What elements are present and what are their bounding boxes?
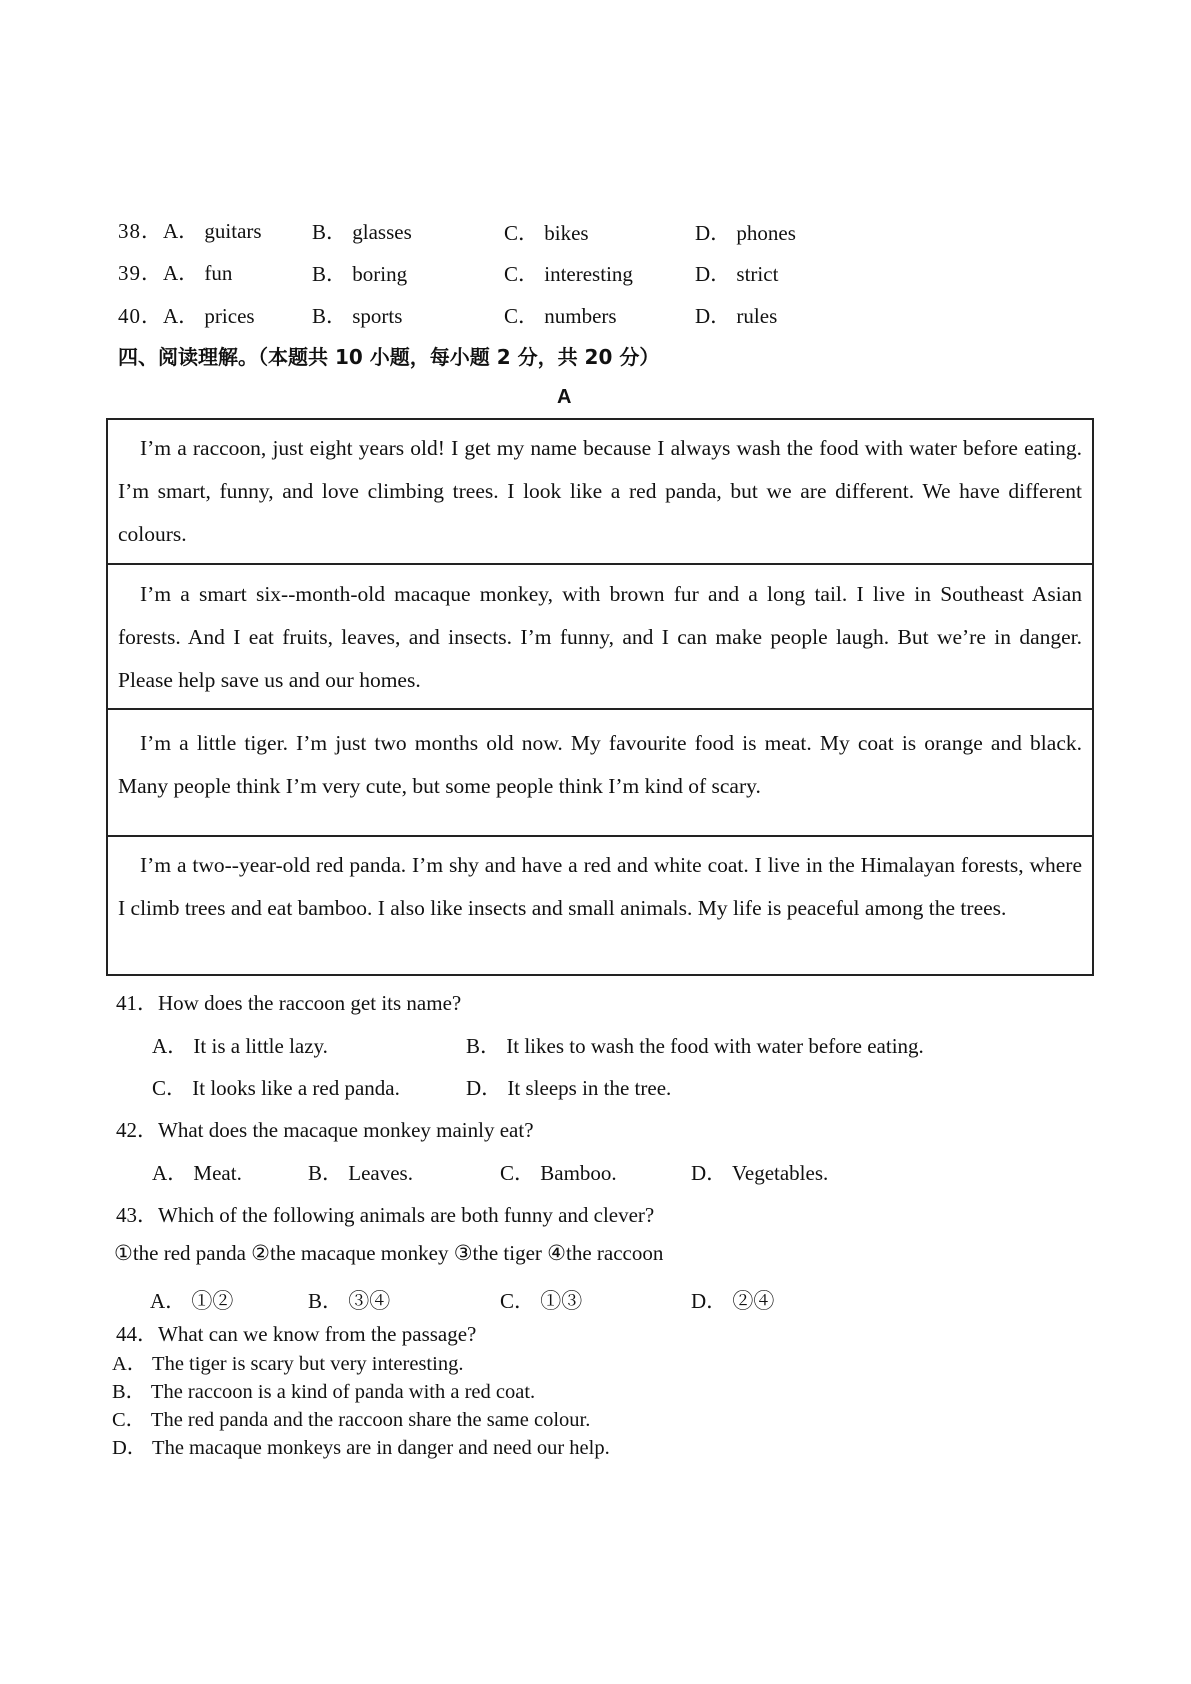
- question-number: 39．: [118, 261, 163, 285]
- passage-raccoon: [108, 420, 1092, 563]
- option-c: C． Bamboo.: [500, 1161, 617, 1185]
- section-heading: 四、阅读理解。（本题共 10 小题，每小题 2 分，共 20 分）: [118, 345, 660, 369]
- option-b: B． The raccoon is a kind of panda with a red coat.: [112, 1381, 536, 1403]
- option-c: C． numbers: [504, 304, 617, 328]
- option-a: A． fun: [163, 261, 233, 285]
- option-a: A． ①②: [150, 1289, 234, 1313]
- option-d: D． rules: [695, 304, 778, 328]
- option-d: D． The macaque monkeys are in danger and need our help.: [112, 1437, 610, 1459]
- passage-text: I’m a raccoon, just eight years old! I get my name because I always wash the food with water before eating. I’m smart, funny, and love climbing trees. I look like a red panda, but we are different. We have different colours.: [118, 436, 1082, 546]
- option-c: C． ①③: [500, 1289, 583, 1313]
- option-a: A． The tiger is scary but very interesting.: [112, 1353, 464, 1375]
- option-a: A． Meat.: [152, 1161, 242, 1185]
- passage-red-panda: [108, 835, 1092, 978]
- option-d: D． It sleeps in the tree.: [466, 1076, 672, 1100]
- option-a: A． guitars: [163, 219, 262, 243]
- option-b: B． It likes to wash the food with water before eating.: [466, 1034, 924, 1058]
- question-stem: 41．How does the raccoon get its name?: [116, 991, 462, 1015]
- option-c: C． The red panda and the raccoon share the same colour.: [112, 1409, 591, 1431]
- passage-text: I’m a smart six--month-old macaque monkey, with brown fur and a long tail. I live in Southeast Asian forests. And I eat fruits, leaves, and insects. I’m funny, and I can make people laugh. But we’re in danger. Please help save us and our homes.: [118, 582, 1082, 692]
- choice-list: ①the red panda ②the macaque monkey ③the tiger ④the raccoon: [114, 1241, 664, 1265]
- option-a: A． prices: [163, 304, 255, 328]
- option-b: B． boring: [312, 262, 408, 286]
- passage-macaque-monkey: [108, 563, 1092, 708]
- passage-container: [106, 418, 1094, 976]
- option-c: C． interesting: [504, 262, 633, 286]
- question-stem: 43．Which of the following animals are both funny and clever?: [116, 1203, 655, 1227]
- option-c: C． bikes: [504, 221, 589, 245]
- question-stem: 44．What can we know from the passage?: [116, 1322, 477, 1346]
- option-b: B． sports: [312, 304, 403, 328]
- passage-text: I’m a two--year-old red panda. I’m shy and have a red and white coat. I live in the Himalayan forests, where I climb trees and eat bamboo. I also like insects and small animals. My life is peaceful among the trees.: [118, 853, 1082, 920]
- section-label: A: [557, 386, 572, 408]
- option-d: D． ②④: [691, 1289, 775, 1313]
- option-b: B． Leaves.: [308, 1161, 413, 1185]
- question-number: 38．: [118, 219, 163, 243]
- option-b: B． ③④: [308, 1289, 391, 1313]
- option-b: B． glasses: [312, 220, 412, 244]
- option-a: A． It is a little lazy.: [152, 1034, 328, 1058]
- question-number: 40．: [118, 304, 163, 328]
- question-stem: 42．What does the macaque monkey mainly eat?: [116, 1118, 534, 1142]
- option-d: D． strict: [695, 262, 779, 286]
- passage-text: I’m a little tiger. I’m just two months old now. My favourite food is meat. My coat is orange and black. Many people think I’m very cute, but some people think I’m kind of scary.: [118, 731, 1082, 798]
- passage-tiger: [108, 708, 1092, 835]
- option-d: D． Vegetables.: [691, 1161, 829, 1185]
- option-c: C． It looks like a red panda.: [152, 1076, 400, 1100]
- option-d: D． phones: [695, 221, 796, 245]
